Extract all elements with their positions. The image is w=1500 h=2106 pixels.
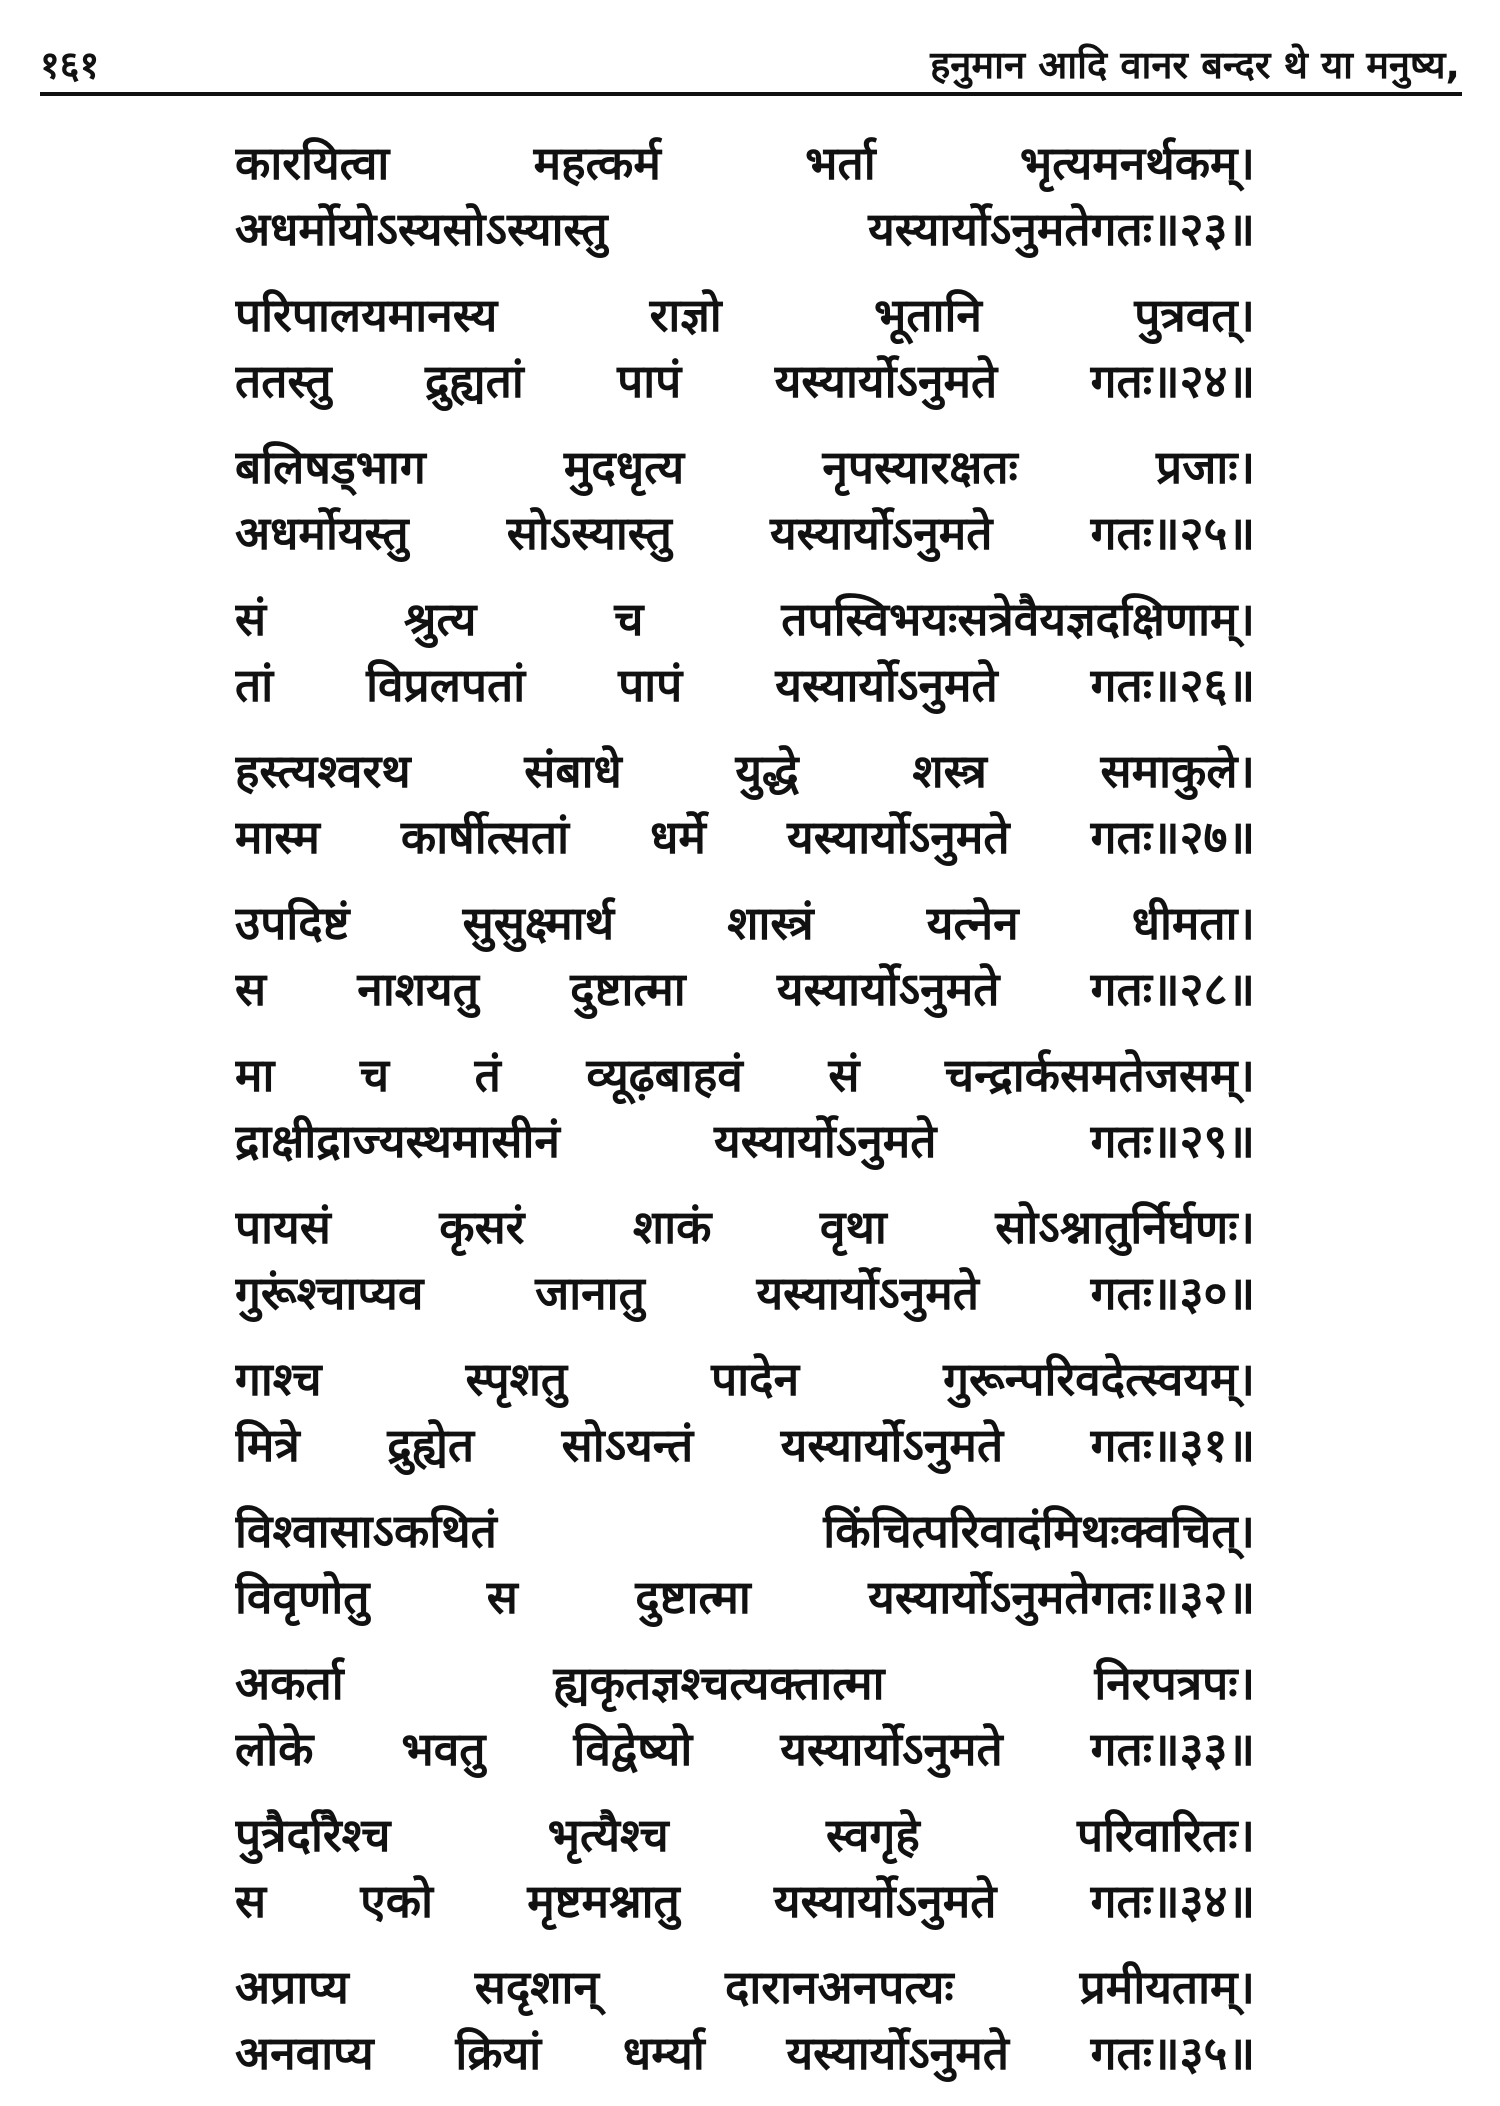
verse-line: अधर्मोयस्तु सोऽस्यास्तु यस्यार्योऽनुमते गतः॥२५॥ <box>235 506 1255 560</box>
verse-line: परिपालयमानस्य राज्ञो भूतानि पुत्रवत्। <box>235 288 1255 342</box>
verse-31 <box>235 1346 1255 1478</box>
verse-33 <box>235 1650 1255 1782</box>
verse-line: द्राक्षीद्राज्यस्थमासीनं यस्यार्योऽनुमते गतः॥२९॥ <box>235 1114 1255 1168</box>
verse-line: गुरूंश्चाप्यव जानातु यस्यार्योऽनुमते गतः॥३०॥ <box>235 1266 1255 1320</box>
page-header <box>40 30 1460 90</box>
verse-28 <box>235 890 1255 1022</box>
verse-line: पुत्रैर्दारैश्च भृत्यैश्च स्वगृहे परिवारितः। <box>235 1808 1255 1862</box>
running-head: हनुमान आदि वानर बन्दर थे या मनुष्य, <box>930 43 1460 87</box>
verse-34 <box>235 1802 1255 1934</box>
verse-line: हस्त्यश्वरथ संबाधे युद्धे शस्त्र समाकुले। <box>235 744 1255 798</box>
verse-25 <box>235 434 1255 566</box>
verse-line: अनवाप्य क्रियां धर्म्या यस्यार्योऽनुमते गतः॥३५॥ <box>235 2026 1255 2080</box>
verse-32 <box>235 1498 1255 1630</box>
verse-line: सं श्रुत्य च तपस्विभयःसत्रेवैयज्ञदक्षिणाम्। <box>235 592 1255 646</box>
verse-line: विवृणोतु स दुष्टात्मा यस्यार्योऽनुमतेगतः॥३२॥ <box>235 1570 1255 1624</box>
header-rule <box>40 92 1462 96</box>
verse-line: कारयित्वा महत्कर्म भर्ता भृत्यमनर्थकम्। <box>235 136 1255 190</box>
verse-line: विश्वासाऽकथितं किंचित्परिवादंमिथःक्वचित्। <box>235 1504 1255 1558</box>
verse-29 <box>235 1042 1255 1174</box>
verse-line: मित्रे द्रुह्येत सोऽयन्तं यस्यार्योऽनुमते गतः॥३१॥ <box>235 1418 1255 1472</box>
verse-line: अधर्मोयोऽस्यसोऽस्यास्तु यस्यार्योऽनुमतेगतः॥२३॥ <box>235 202 1255 256</box>
verse-line: मास्म कार्षीत्सतां धर्मे यस्यार्योऽनुमते गतः॥२७॥ <box>235 810 1255 864</box>
verse-line: अप्राप्य सदृशान् दारानअनपत्यः प्रमीयताम्। <box>235 1960 1255 2014</box>
verse-24 <box>235 282 1255 414</box>
verse-27 <box>235 738 1255 870</box>
verse-line: स नाशयतु दुष्टात्मा यस्यार्योऽनुमते गतः॥२८॥ <box>235 962 1255 1016</box>
verse-23 <box>235 130 1255 262</box>
verse-line: अकर्ता ह्यकृतज्ञश्चत्यक्तात्मा निरपत्रपः। <box>235 1656 1255 1710</box>
verse-line: मा च तं व्यूढ़बाहवं सं चन्द्रार्कसमतेजसम्। <box>235 1048 1255 1102</box>
verse-line: लोके भवतु विद्वेष्यो यस्यार्योऽनुमते गतः॥३३॥ <box>235 1722 1255 1776</box>
verse-line: स एको मृष्टमश्नातु यस्यार्योऽनुमते गतः॥३४॥ <box>235 1874 1255 1928</box>
verse-line: तां विप्रलपतां पापं यस्यार्योऽनुमते गतः॥२६॥ <box>235 658 1255 712</box>
verse-35 <box>235 1954 1255 2086</box>
verse-30 <box>235 1194 1255 1326</box>
verse-line: गाश्च स्पृशतु पादेन गुरून्परिवदेत्स्वयम्। <box>235 1352 1255 1406</box>
page-number: १६१ <box>40 43 100 87</box>
verse-line: बलिषड्भाग मुदधृत्य नृपस्यारक्षतः प्रजाः। <box>235 440 1255 494</box>
verse-line: पायसं कृसरं शाकं वृथा सोऽश्नातुर्निर्घणः। <box>235 1200 1255 1254</box>
verse-line: उपदिष्टं सुसुक्ष्मार्थ शास्त्रं यत्नेन धीमता। <box>235 896 1255 950</box>
verse-line: ततस्तु द्रुह्यतां पापं यस्यार्योऽनुमते गतः॥२४॥ <box>235 354 1255 408</box>
verse-26 <box>235 586 1255 718</box>
verse-list <box>235 130 1255 2106</box>
